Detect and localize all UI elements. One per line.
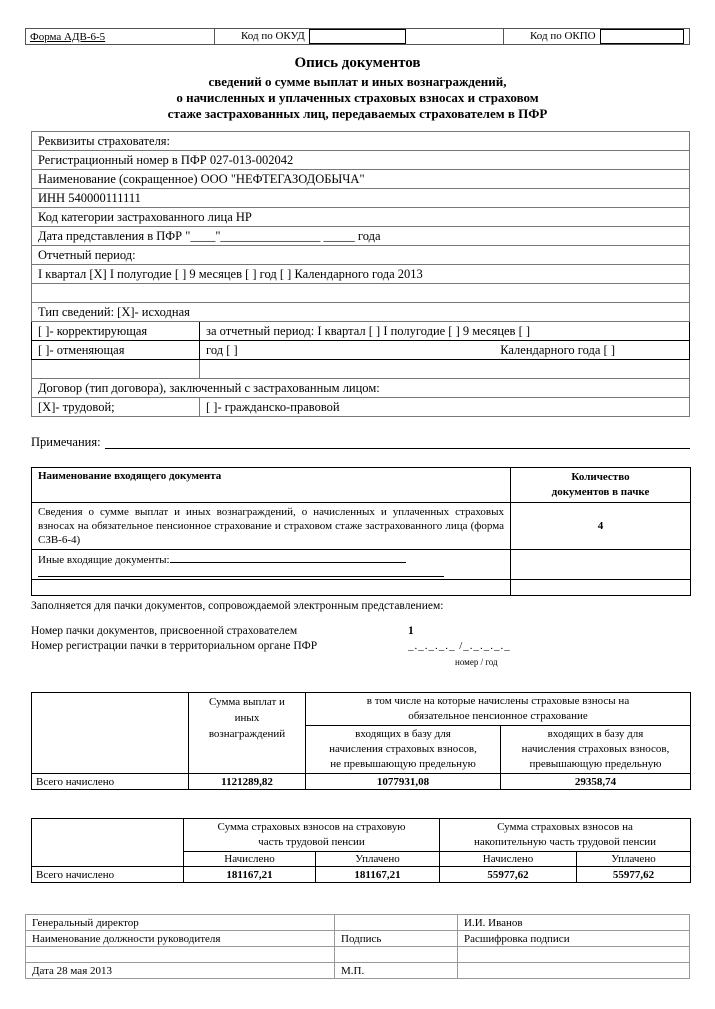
- signer-position: Генеральный директор: [26, 915, 335, 931]
- form-header: [25, 28, 690, 45]
- cancelling-period: год [ ] Календарного года [ ]: [200, 341, 690, 360]
- sums-h-incl: в том числе на которые начислены страховые взносы на обязательное пенсионное страхование: [306, 693, 691, 726]
- contract-civil[interactable]: [ ]- гражданско-правовой: [200, 398, 690, 417]
- doc-row-szv: Сведения о сумме выплат и иных вознаграждений, о начисленных и уплаченных страховых взносах на обязательное пенсионное страхование и страховом стаже застрахованного лица (форма СЗВ-6-4): [32, 503, 511, 550]
- title-sub-1: сведений о сумме выплат и иных вознаграждений,: [208, 74, 507, 89]
- contract-label: Договор (тип договора), заключенный с застрахованным лицом:: [32, 379, 690, 398]
- okpo-code-field[interactable]: [600, 29, 684, 44]
- info-type: Тип сведений: [X]- исходная: [32, 303, 690, 322]
- doc-row-empty: [32, 580, 511, 596]
- sign-caption: Подпись: [335, 931, 458, 947]
- sign-blank-2: [335, 947, 458, 963]
- notes-field[interactable]: [105, 435, 690, 449]
- corrective-option[interactable]: [ ]- корректирующая: [32, 322, 200, 341]
- document-title: [0, 54, 715, 122]
- sums-h-below: входящих в базу для начисления страховых взносов, не превышающую предельную: [306, 726, 501, 774]
- sums-table: [31, 692, 691, 790]
- okud-code-field[interactable]: [309, 29, 406, 44]
- notes: [31, 435, 690, 450]
- submission-date: Дата представления в ПФР "____"________________ _____ года: [32, 227, 690, 246]
- sums-blank-head: [32, 693, 189, 774]
- title-main: Опись документов: [294, 55, 421, 71]
- contrib-ins-accrued: 181167,21: [184, 867, 316, 883]
- reg-number: Регистрационный номер в ПФР 027-013-002042: [32, 151, 690, 170]
- contrib-h-insurance: Сумма страховых взносов на страховую часть трудовой пенсии: [184, 819, 440, 852]
- contract-labor[interactable]: [X]- трудовой;: [32, 398, 200, 417]
- sums-total: 1121289,82: [189, 774, 306, 790]
- signature-table: [25, 914, 690, 979]
- insurer-name: Наименование (сокращенное) ООО "НЕФТЕГАЗОДОБЫЧА": [32, 170, 690, 189]
- requisites-label: Реквизиты страхователя:: [32, 132, 690, 151]
- sign-date: Дата 28 мая 2013: [26, 963, 335, 979]
- doc-row-empty-count: [511, 580, 691, 596]
- inn: ИНН 540000111111: [32, 189, 200, 208]
- period-values: I квартал [X] I полугодие [ ] 9 месяцев [ ] год [ ] Календарного года 2013: [32, 265, 690, 284]
- contrib-h-ins-accrued: Начислено: [184, 852, 316, 867]
- packet-number-label: Номер пачки документов, присвоенной страхователем: [31, 625, 298, 637]
- contrib-blank-head: [32, 819, 184, 867]
- spacer-row: [32, 284, 690, 303]
- packet-reg-label: Номер регистрации пачки в территориальном органе ПФР: [31, 640, 318, 652]
- sums-h-total: Сумма выплат и иных вознаграждений: [189, 693, 306, 774]
- sums-row-label: Всего начислено: [32, 774, 189, 790]
- sign-blank-3: [458, 947, 690, 963]
- blank-left: [32, 360, 200, 379]
- sign-blank-4: [458, 963, 690, 979]
- title-sub-3: стаже застрахованных лиц, передаваемых страхователем в ПФР: [167, 106, 548, 121]
- col-doc-count: Количество документов в пачке: [511, 468, 691, 503]
- name-caption: Расшифровка подписи: [458, 931, 690, 947]
- stamp-place: М.П.: [335, 963, 458, 979]
- okud-cell: Код по ОКУД: [215, 29, 504, 45]
- corrective-period: за отчетный период: I квартал [ ] I полугодие [ ] 9 месяцев [ ]: [200, 322, 690, 341]
- doc-row-other-count[interactable]: [511, 550, 691, 580]
- contrib-fund-paid: 55977,62: [577, 867, 691, 883]
- signature-field[interactable]: [335, 915, 458, 931]
- packet-reg-caption: номер / год: [455, 657, 498, 667]
- packet-number-value: 1: [408, 625, 414, 637]
- col-doc-name: Наименование входящего документа: [32, 468, 511, 503]
- sums-above: 29358,74: [501, 774, 691, 790]
- contrib-h-fund-accrued: Начислено: [440, 852, 577, 867]
- period-label: Отчетный период:: [32, 246, 690, 265]
- contributions-table: [31, 818, 691, 883]
- sums-below: 1077931,08: [306, 774, 501, 790]
- position-caption: Наименование должности руководителя: [26, 931, 335, 947]
- contrib-ins-paid: 181167,21: [316, 867, 440, 883]
- title-sub-2: о начисленных и уплаченных страховых взносах и страховом: [176, 90, 539, 105]
- contrib-h-ins-paid: Уплачено: [316, 852, 440, 867]
- form-code: Форма АДВ-6-5: [26, 29, 215, 45]
- signer-name: И.И. Иванов: [458, 915, 690, 931]
- cancelling-option[interactable]: [ ]- отменяющая: [32, 341, 200, 360]
- doc-row-other: Иные входящие документы:: [32, 550, 511, 580]
- contrib-fund-accrued: 55977,62: [440, 867, 577, 883]
- contrib-row-label: Всего начислено: [32, 867, 184, 883]
- contrib-h-fund-paid: Уплачено: [577, 852, 691, 867]
- blank-right: [200, 360, 690, 379]
- packet-intro: Заполняется для пачки документов, сопровождаемой электронным представлением:: [31, 600, 444, 612]
- sign-blank-1: [26, 947, 335, 963]
- notes-label: Примечания:: [31, 435, 101, 449]
- doc-row-szv-count: 4: [511, 503, 691, 550]
- contrib-h-funded: Сумма страховых взносов на накопительную часть трудовой пенсии: [440, 819, 691, 852]
- kpp: [200, 189, 690, 208]
- insurer-table: [31, 131, 690, 417]
- okpo-cell: Код по ОКПО: [504, 29, 690, 45]
- packet-reg-value[interactable]: _._._._._ /_._._._._: [408, 640, 511, 652]
- sums-h-above: входящих в базу для начисления страховых взносов, превышающую предельную: [501, 726, 691, 774]
- documents-table: [31, 467, 691, 596]
- category-code: Код категории застрахованного лица НР: [32, 208, 690, 227]
